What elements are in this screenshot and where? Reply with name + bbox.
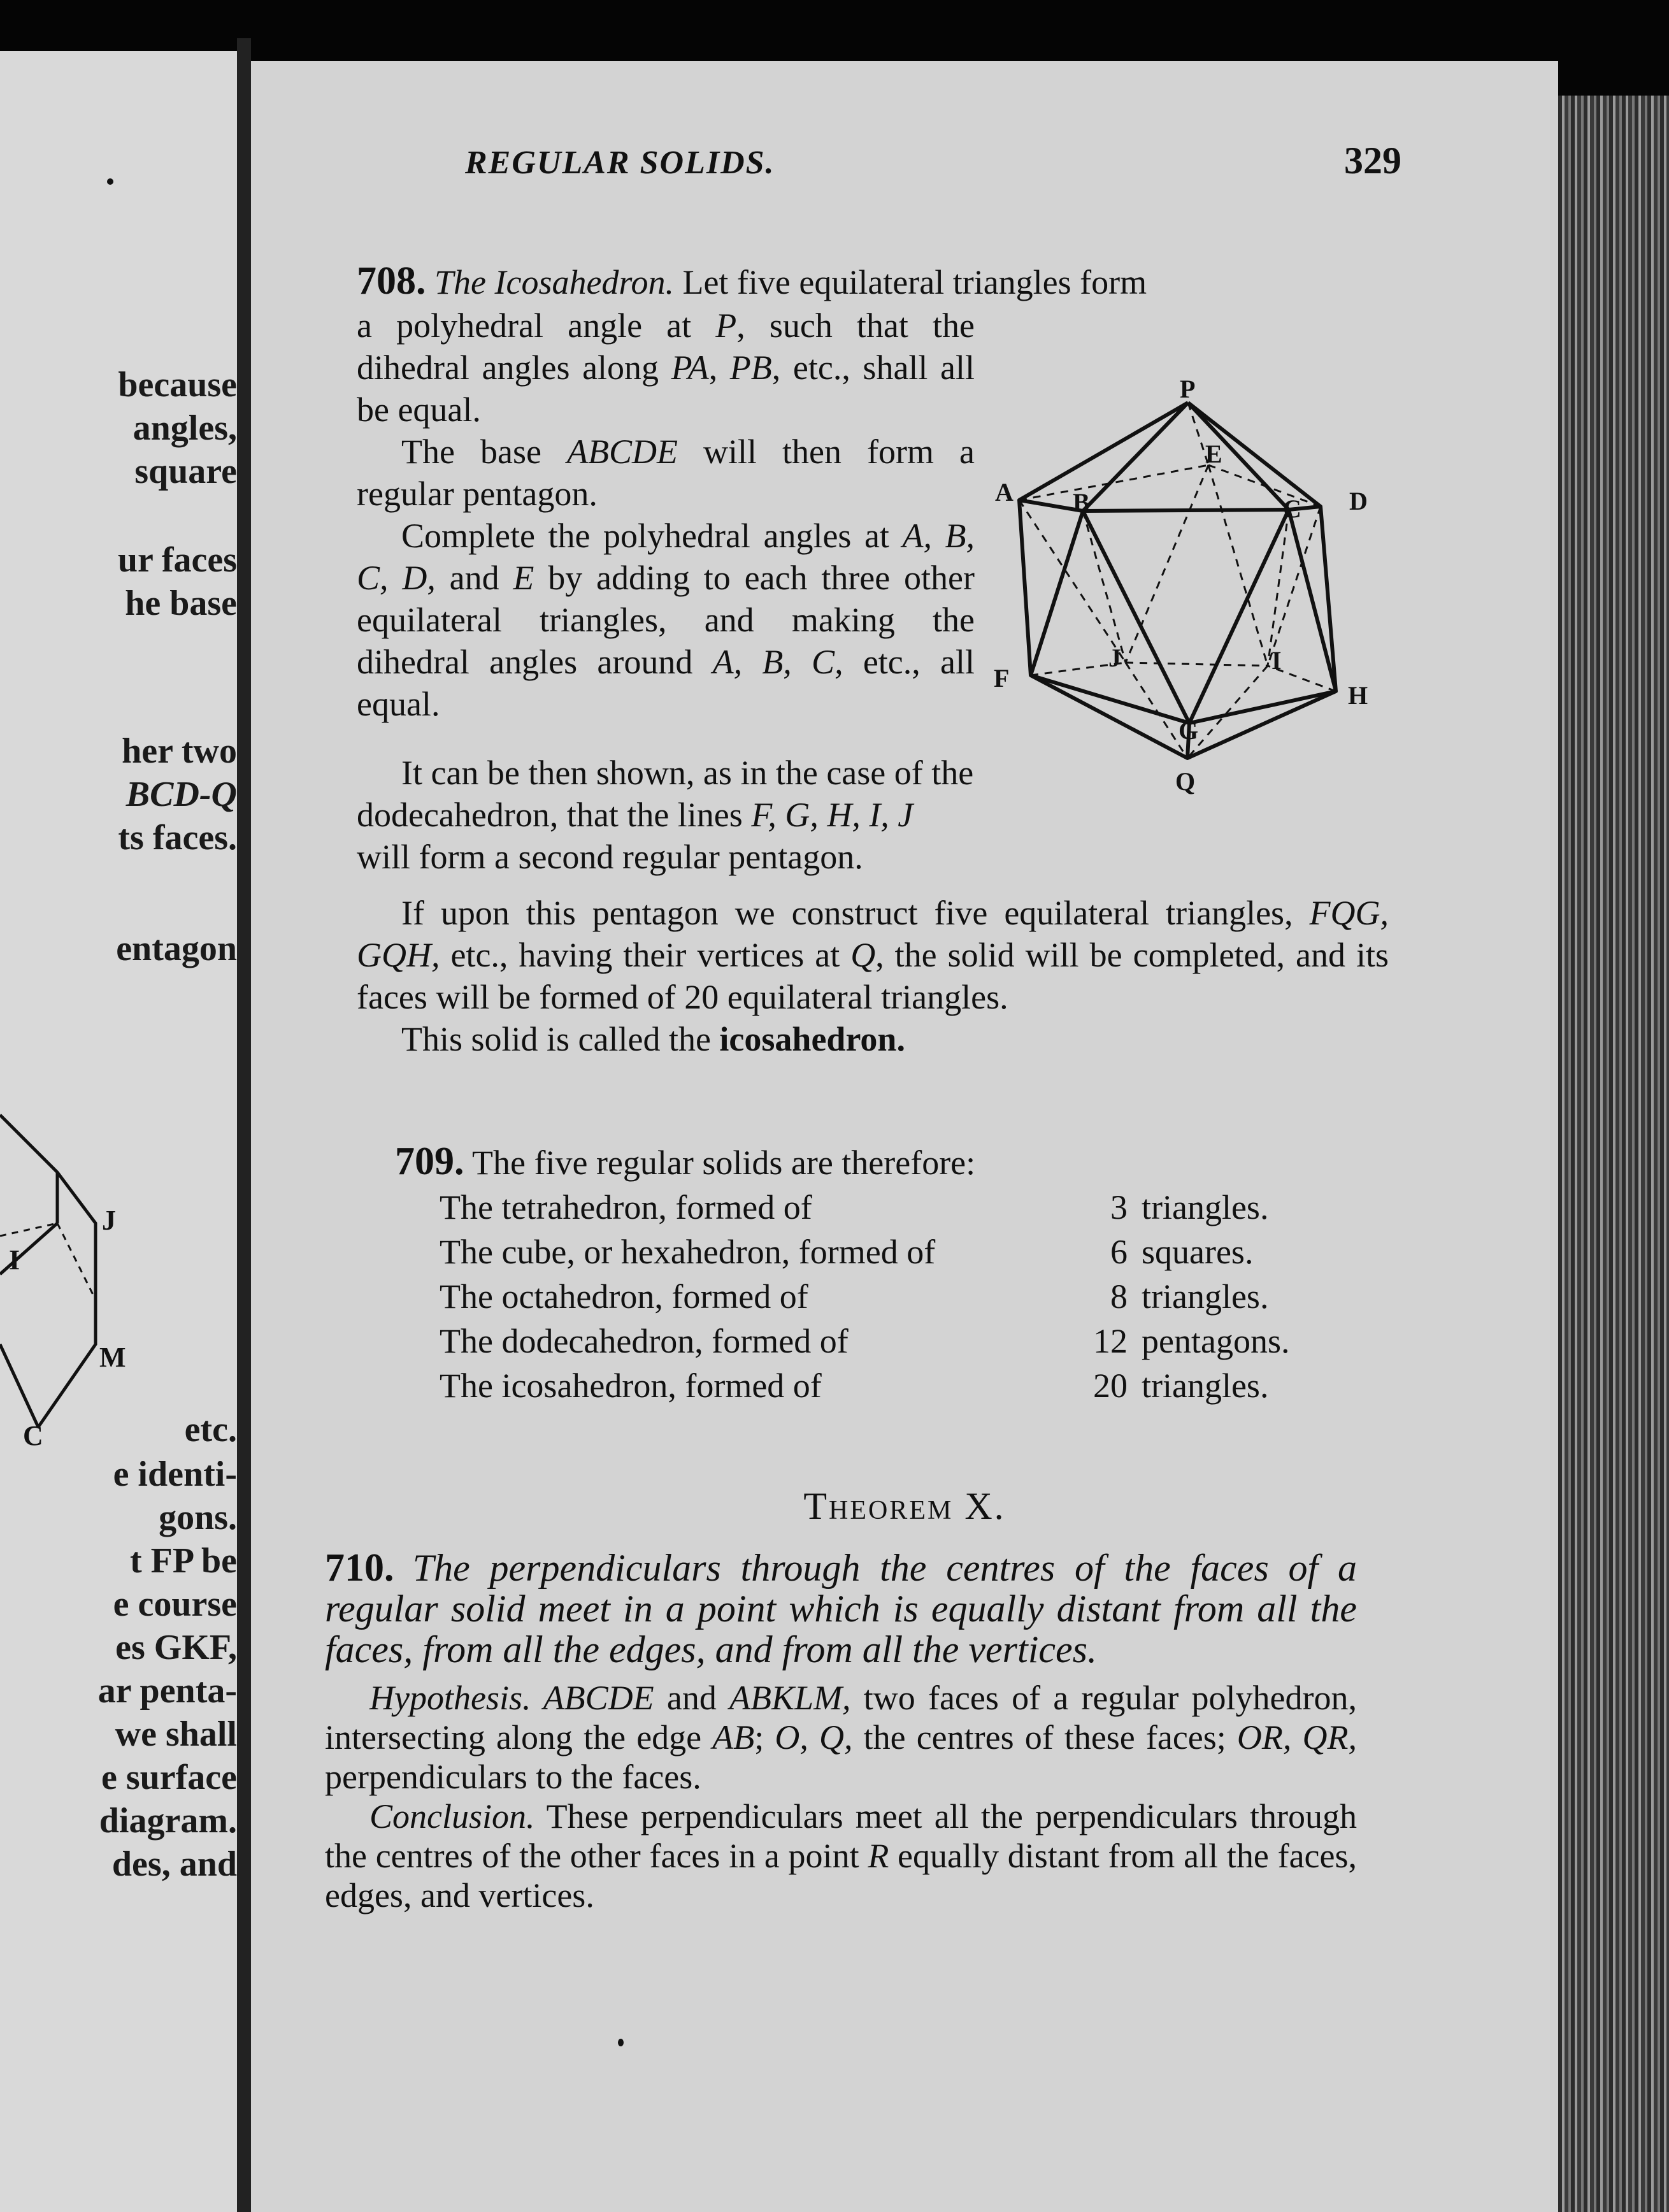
left-fig-label-c: C: [23, 1420, 43, 1451]
fig-label-i: I: [1271, 646, 1282, 675]
text: , such that the dihedral angles along: [357, 306, 975, 387]
left-fig-label-m: M: [99, 1342, 126, 1373]
section-709-intro-text: The five regular solids are therefore:: [472, 1144, 976, 1182]
fig-label-d: D: [1349, 487, 1368, 515]
section-number-710: 710.: [325, 1546, 394, 1590]
math-fqg-gqh: FQG, GQH,: [357, 894, 1389, 974]
paragraph-708-6: [357, 1018, 1389, 1060]
fig-label-c: C: [1283, 494, 1301, 523]
face-type: pentagons.: [1142, 1322, 1290, 1360]
face-count: 8: [1110, 1277, 1128, 1316]
regular-solids-list: [440, 1185, 1293, 1408]
text: These perpendiculars meet all the perpendiculars through the centres of the other faces in a point: [325, 1797, 1357, 1875]
face-type: triangles.: [1142, 1367, 1269, 1405]
math-q: Q: [850, 936, 876, 974]
theorem-statement-text: The perpendiculars through the centres of the faces of a regular solid meet in a point which is equally distant from all the faces, from all the edges, and from all the vertices.: [325, 1547, 1357, 1670]
text: The base: [401, 433, 567, 471]
math: ABKLM,: [729, 1679, 851, 1717]
math-abcde: ABCDE: [566, 433, 678, 471]
math: O, Q,: [775, 1718, 853, 1756]
math-pa: PA: [671, 348, 709, 387]
theorem-heading: Theorem X.: [803, 1485, 1006, 1527]
text: , the solid will be completed, and its faces will be formed of 20 equilateral triangles.: [357, 936, 1389, 1016]
section-708-body-lower: [357, 892, 1389, 1060]
text: will then form a regular pentagon.: [357, 433, 975, 513]
left-page-line: entagon: [116, 929, 237, 968]
fig-label-g: G: [1178, 716, 1199, 745]
ink-speck: [107, 178, 113, 185]
running-head: [465, 139, 1401, 183]
ink-speck: [618, 2039, 624, 2046]
text: ,: [708, 348, 730, 387]
hypothesis: [325, 1678, 1357, 1797]
text: will form a second regular pentagon.: [357, 838, 863, 876]
math-pb: PB: [729, 348, 772, 387]
left-page-line: diagram.: [99, 1801, 237, 1841]
text: by adding to each three other equilateral triangles, and making the dihedral angles around: [357, 559, 975, 681]
conclusion: [325, 1797, 1357, 1915]
fig-label-h: H: [1348, 681, 1368, 710]
text: If upon this pentagon we construct five equilateral triangles,: [401, 894, 1310, 932]
icosahedron-figure: [994, 370, 1389, 815]
section-number-709: 709.: [395, 1140, 464, 1183]
section-708-heading-line: [357, 260, 1389, 303]
fig-label-p: P: [1180, 375, 1196, 403]
page-edges: [1558, 96, 1669, 2212]
left-page-line: e identi-: [113, 1454, 237, 1494]
text: This solid is called the: [401, 1020, 720, 1058]
paragraph-708-2: [357, 431, 975, 515]
running-head-title: REGULAR SOLIDS.: [465, 145, 775, 181]
left-page-line: des, and: [111, 1844, 237, 1884]
list-item: [440, 1363, 1293, 1408]
solid-name: The cube, or hexahedron, formed of: [440, 1233, 936, 1271]
left-page-line: he base: [125, 584, 237, 623]
left-page-figure: [0, 1045, 237, 1453]
text: etc., all equal.: [357, 643, 975, 723]
math: AB: [712, 1718, 755, 1756]
text: and: [654, 1679, 730, 1717]
left-page-line: gons.: [159, 1498, 237, 1537]
left-fig-label-j: J: [102, 1205, 116, 1236]
left-fig-label-i: I: [9, 1244, 20, 1275]
solid-name: The tetrahedron, formed of: [440, 1188, 812, 1226]
text: equally distant from all the faces, edges, and vertices.: [325, 1837, 1357, 1914]
text: etc., having their vertices at: [440, 936, 851, 974]
theorem-statement: [325, 1548, 1357, 1670]
solid-name: The dodecahedron, formed of: [440, 1322, 849, 1360]
fig-label-b: B: [1073, 488, 1090, 517]
math-e: E: [513, 559, 534, 597]
fig-label-a: A: [995, 478, 1014, 506]
left-page-line: e surface: [101, 1758, 237, 1797]
list-item: [440, 1274, 1293, 1319]
fig-label-j: J: [1108, 643, 1121, 672]
face-count: 6: [1110, 1233, 1128, 1271]
section-title-708: The Icosahedron.: [434, 263, 674, 301]
math-p: P: [715, 306, 737, 345]
paragraph-708-3: [357, 515, 975, 725]
left-page-line: e course: [113, 1584, 237, 1624]
section-709-intro: [395, 1140, 1389, 1184]
face-type: triangles.: [1142, 1188, 1269, 1226]
left-page-line: t FP be: [130, 1541, 237, 1581]
paragraph-708-1: [357, 305, 975, 431]
fig-label-e: E: [1205, 440, 1222, 468]
left-page-line: angles,: [133, 408, 237, 448]
left-page-line: because: [118, 365, 237, 405]
left-page-line: ur faces: [117, 540, 237, 580]
left-page-line: es GKF,: [115, 1628, 237, 1667]
fig-label-f: F: [994, 664, 1010, 693]
section-708-line1: Let five equilateral triangles form: [673, 263, 1147, 301]
math: ABCDE: [531, 1679, 654, 1717]
page-number: 329: [1344, 140, 1401, 182]
math-fghij: F, G, H, I, J: [751, 796, 913, 834]
text: and: [435, 559, 513, 597]
math-abcd: A, B, C, D,: [357, 517, 975, 597]
left-page-line: square: [134, 452, 237, 491]
face-count: 3: [1110, 1188, 1128, 1226]
left-page-line: etc.: [184, 1410, 237, 1449]
text: ;: [754, 1718, 775, 1756]
face-count: 12: [1093, 1322, 1128, 1360]
math-abc: A, B, C,: [712, 643, 843, 681]
text: Complete the polyhedral angles at: [401, 517, 903, 555]
face-count: 20: [1093, 1367, 1128, 1405]
face-type: squares.: [1142, 1233, 1254, 1271]
section-710: [325, 1548, 1357, 1915]
left-page-line: her two: [122, 731, 237, 771]
book-gutter: [237, 38, 251, 2212]
face-type: triangles.: [1142, 1277, 1269, 1316]
list-item: [440, 1319, 1293, 1363]
fig-label-q: Q: [1175, 767, 1196, 796]
solid-name: The icosahedron, formed of: [440, 1367, 822, 1405]
text: a polyhedral angle at: [357, 306, 716, 345]
list-item: [440, 1230, 1293, 1274]
section-708-body-left: [357, 305, 975, 725]
conclusion-label: Conclusion.: [369, 1797, 535, 1835]
math: R: [868, 1837, 889, 1875]
left-page-line: BCD-Q: [125, 775, 237, 814]
solid-name: The octahedron, formed of: [440, 1277, 808, 1316]
hypothesis-label: Hypothesis.: [369, 1679, 531, 1717]
left-page-line: ar penta-: [97, 1671, 237, 1711]
list-item: [440, 1185, 1293, 1230]
left-page-line: ts faces.: [118, 818, 237, 858]
text: , etc., shall all be equal.: [357, 348, 975, 429]
term-icosahedron: icosahedron.: [719, 1020, 905, 1058]
text: It can be then shown, as in the case of the dodecahedron, that the lines: [357, 754, 974, 834]
paragraph-708-5: [357, 892, 1389, 1018]
left-page-line: we shall: [115, 1714, 237, 1754]
math: OR, QR,: [1236, 1718, 1357, 1756]
text: perpendiculars to the faces.: [325, 1758, 701, 1796]
section-number-708: 708.: [357, 259, 426, 303]
left-page: [0, 51, 237, 2212]
text: the centres of these faces;: [852, 1718, 1237, 1756]
text: two faces of a regular polyhedron, intersecting along the edge: [325, 1679, 1357, 1756]
